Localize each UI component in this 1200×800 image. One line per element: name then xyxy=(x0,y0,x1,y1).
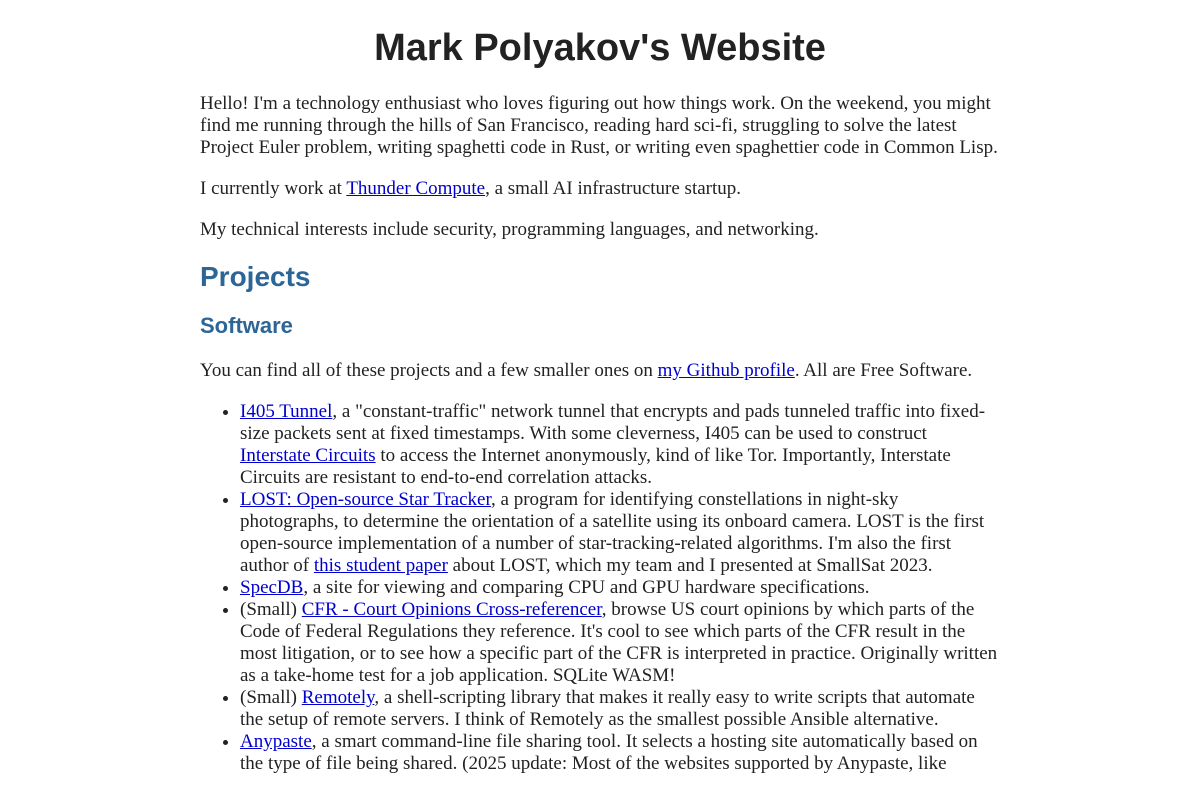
specdb-link[interactable]: SpecDB xyxy=(240,577,304,598)
specdb-description: , a site for viewing and comparing CPU and GPU hardware specifications. xyxy=(303,577,870,598)
lost-star-tracker-link[interactable]: LOST: Open-source Star Tracker xyxy=(240,489,492,510)
student-paper-link[interactable]: this student paper xyxy=(313,555,448,576)
intro-paragraph: Hello! I'm a technology enthusiast who loves figuring out how things work. On the weekend, you might find me running through the hills of San Francisco, reading hard sci-fi, struggling to solve the latest Project Euler problem, writing spaghetti code in Rust, or writing even spaghettier code in Common Lisp. xyxy=(200,93,998,158)
software-intro-after: . All are Free Software. xyxy=(794,360,973,381)
interstate-circuits-link[interactable]: Interstate Circuits xyxy=(240,445,376,466)
page-title: Mark Polyakov's Website xyxy=(374,27,826,69)
remotely-link[interactable]: Remotely xyxy=(301,687,375,708)
i405-tunnel-link[interactable]: I405 Tunnel xyxy=(240,401,333,422)
page-content xyxy=(200,0,1000,775)
remotely-prefix: (Small) xyxy=(240,687,302,708)
list-item-specdb xyxy=(240,577,1000,599)
work-text-before: I currently work at xyxy=(200,178,347,199)
thunder-compute-link[interactable]: Thunder Compute xyxy=(346,178,486,199)
list-item-anypaste xyxy=(240,731,1000,775)
software-project-list xyxy=(200,401,1000,775)
remotely-description: , a shell-scripting library that makes it really easy to write scripts that automate the setup of remote servers. I think of Remotely as the smallest possible Ansible alternative. xyxy=(240,687,975,730)
i405-description: , a "constant-traffic" network tunnel that encrypts and pads tunneled traffic into fixed-size packets sent at fixed timestamps. With some cleverness, I405 can be used to construct xyxy=(240,401,986,444)
cfr-description: , browse US court opinions by which parts of the Code of Federal Regulations they reference. It's cool to see which parts of the CFR result in the most litigation, or to see how a specific part of the CFR is interpreted in practice. Originally written as a take-home test for a job application. SQLite WASM! xyxy=(240,599,998,686)
cfr-prefix: (Small) xyxy=(240,599,302,620)
lost-description: , a program for identifying constellations in night-sky photographs, to determine the orientation of a satellite using its onboard camera. LOST is the first open-source implementation of a number of star-tracking-related algorithms. I'm also the first author of xyxy=(240,489,985,576)
anypaste-link[interactable]: Anypaste xyxy=(240,731,312,752)
cfr-link[interactable]: CFR - Court Opinions Cross-referencer xyxy=(301,599,602,620)
work-paragraph xyxy=(200,178,1000,200)
work-text-after: , a small AI infrastructure startup. xyxy=(485,178,742,199)
i405-description-end: to access the Internet anonymously, kind of like Tor. Importantly, Interstate Circuits are resistant to end-to-end correlation attacks. xyxy=(240,445,951,488)
lost-description-end: about LOST, which my team and I presented at SmallSat 2023. xyxy=(447,555,933,576)
list-item-i405 xyxy=(240,401,1000,489)
software-heading: Software xyxy=(200,313,293,338)
anypaste-description: , a smart command-line file sharing tool. It selects a hosting site automatically based on the type of file being shared. (2025 update: Most of the websites supported by Anypaste, like xyxy=(240,731,978,774)
github-profile-link[interactable]: my Github profile xyxy=(657,360,795,381)
software-intro-before: You can find all of these projects and a few smaller ones on xyxy=(200,360,658,381)
list-item-cfr xyxy=(240,599,1000,687)
list-item-lost xyxy=(240,489,1000,577)
list-item-remotely xyxy=(240,687,1000,731)
interests-paragraph: My technical interests include security, programming languages, and networking. xyxy=(200,219,819,240)
projects-heading: Projects xyxy=(200,261,311,292)
software-intro xyxy=(200,360,1000,382)
